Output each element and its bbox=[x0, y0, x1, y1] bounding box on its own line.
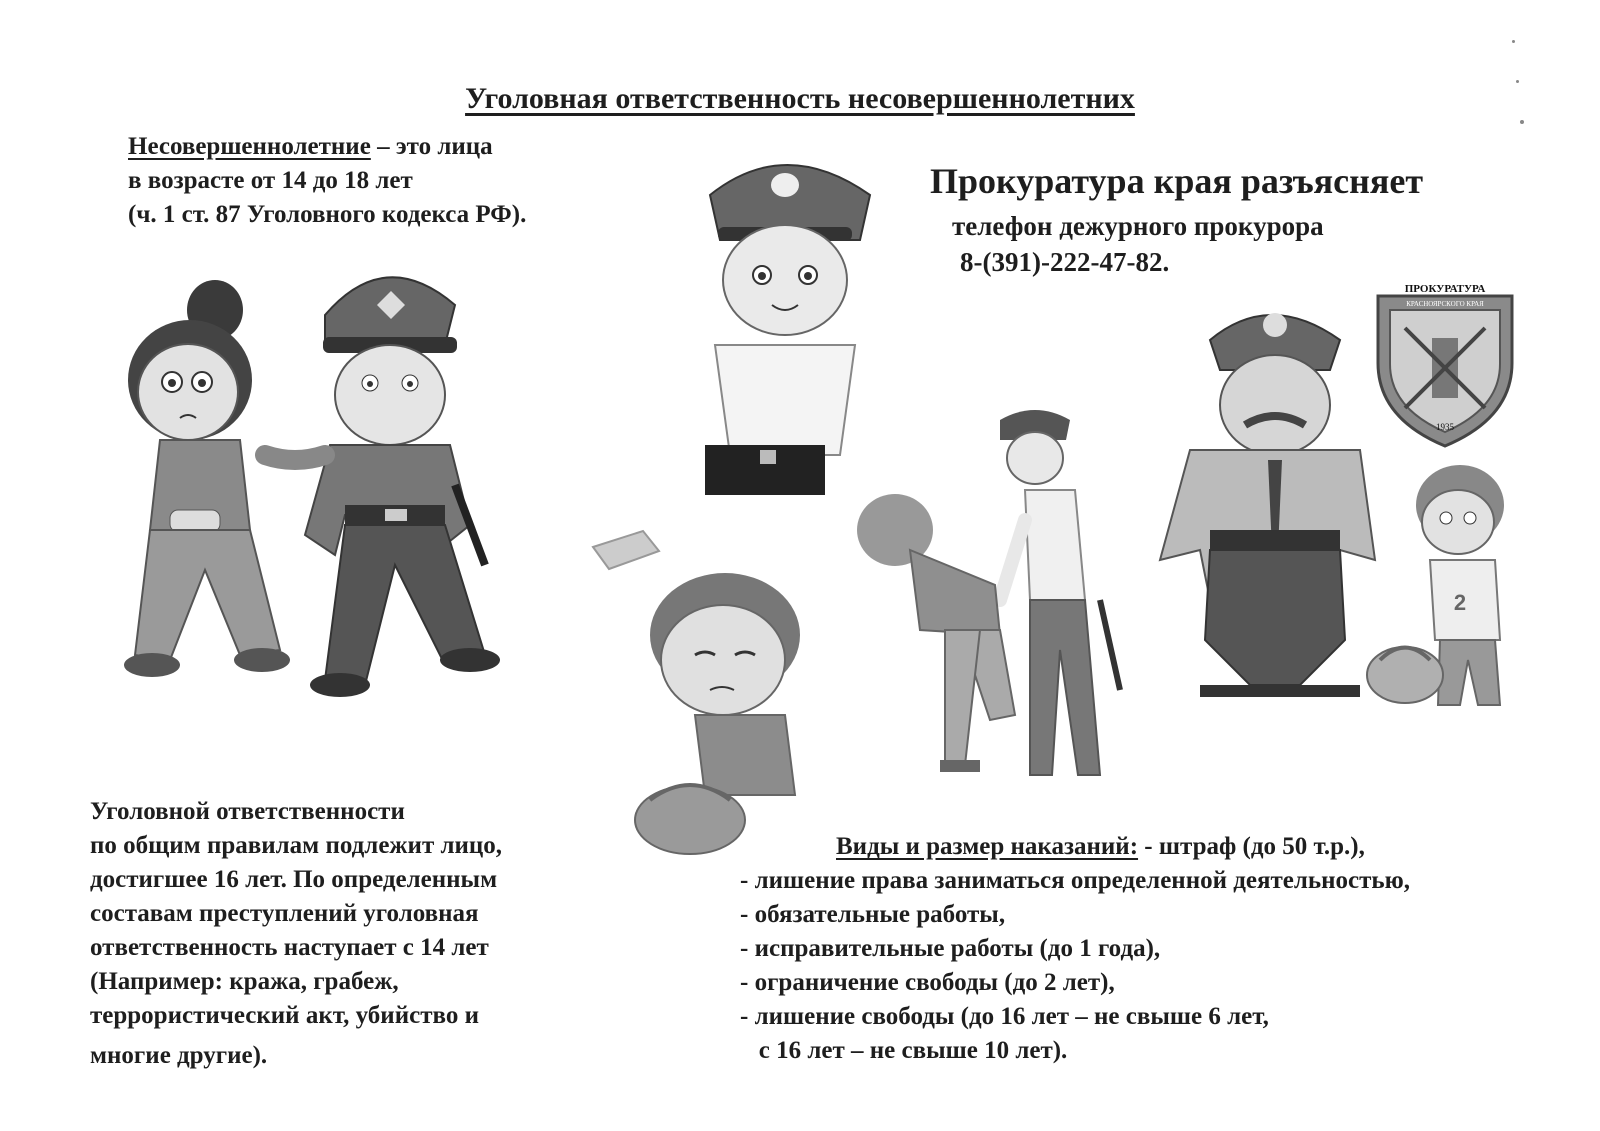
responsibility-line: составам преступлений уголовная bbox=[90, 900, 479, 927]
responsibility-line: (Например: кража, грабеж, bbox=[90, 968, 399, 995]
prosecutor-contact bbox=[952, 208, 1324, 280]
scan-speck bbox=[1516, 80, 1519, 83]
responsibility-line: террористический акт, убийство и bbox=[90, 1002, 479, 1029]
scan-speck bbox=[1512, 40, 1515, 43]
svg-text:2: 2 bbox=[1453, 590, 1467, 615]
police-officer-icon bbox=[245, 255, 535, 705]
responsibility-line: достигшее 16 лет. По определенным bbox=[90, 866, 498, 893]
responsibility-line: Уголовной ответственности bbox=[90, 798, 405, 825]
punishment-item: - ограничение свободы (до 2 лет), bbox=[740, 969, 1115, 996]
emblem-year: 1935 bbox=[1436, 422, 1454, 432]
bending-teen-icon bbox=[850, 490, 1030, 780]
emblem-title: ПРОКУРАТУРА bbox=[1404, 283, 1486, 295]
prosecutor-emblem-icon bbox=[1370, 278, 1520, 450]
scan-speck bbox=[1520, 120, 1524, 124]
definition-source: (ч. 1 ст. 87 Уголовного кодекса РФ). bbox=[128, 201, 527, 228]
punishments-heading: Виды и размер наказаний: bbox=[836, 833, 1139, 860]
responsibility-block bbox=[90, 795, 502, 1073]
police-girl-icon bbox=[690, 155, 880, 500]
punishments-heading-line bbox=[836, 830, 1365, 864]
definition-age: в возрасте от 14 до 18 лет bbox=[128, 167, 413, 194]
definition-term: Несовершеннолетние bbox=[128, 133, 371, 160]
punishment-item: - лишение права заниматься определенной деятельностью, bbox=[740, 867, 1411, 894]
page-title: Уголовная ответственность несовершеннолетних bbox=[465, 82, 1135, 115]
big-policeman-icon bbox=[1150, 300, 1380, 705]
definition-block bbox=[128, 130, 526, 232]
phone-label: телефон дежурного прокурора bbox=[952, 211, 1324, 241]
bag-icon bbox=[630, 770, 760, 860]
boy-with-bag-icon bbox=[1360, 460, 1530, 715]
punishment-item: с 16 лет – не свыше 10 лет). bbox=[740, 1037, 1068, 1064]
phone-number: 8-(391)-222-47-82. bbox=[960, 247, 1170, 277]
punishment-item: - обязательные работы, bbox=[740, 901, 1006, 928]
punishment-item: - лишение свободы (до 16 лет – не свыше 6 лет, bbox=[740, 1003, 1269, 1030]
crying-boy-icon bbox=[635, 565, 815, 805]
responsibility-line: по общим правилам подлежит лицо, bbox=[90, 832, 503, 859]
punishments-list bbox=[740, 864, 1410, 1068]
prosecutor-heading: Прокуратура края разъясняет bbox=[930, 161, 1424, 201]
responsibility-line: ответственность наступает с 14 лет bbox=[90, 934, 489, 961]
punishment-item: - штраф (до 50 т.р.), bbox=[1138, 833, 1365, 860]
emblem-subtitle: КРАСНОЯРСКОГО КРАЯ bbox=[1406, 300, 1484, 308]
punishment-item: - исправительные работы (до 1 года), bbox=[740, 935, 1161, 962]
definition-text: – это лица bbox=[370, 133, 493, 160]
responsibility-line: многие другие). bbox=[90, 1042, 268, 1069]
